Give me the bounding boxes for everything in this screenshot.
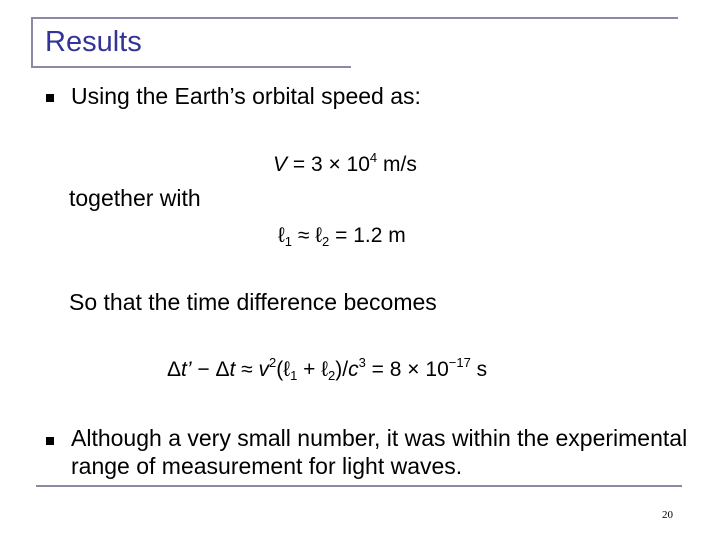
title-underline <box>31 66 351 68</box>
slide-title: Results <box>45 26 142 58</box>
equation-orbital-speed: $V = 3 \times 10^4$ m/s <box>273 150 417 176</box>
title-frame-top-line <box>31 17 678 19</box>
bullet-text-2: Although a very small number, it was within the experimental range of measurement for light waves. <box>71 425 688 479</box>
bullet-square-icon <box>46 94 54 102</box>
page-number: 20 <box>662 509 673 521</box>
bullet-text-1: Using the Earth’s orbital speed as: <box>71 83 421 109</box>
bullet-square-icon <box>46 437 54 445</box>
together-with-text: together with <box>69 185 201 211</box>
so-that-text: So that the time difference becomes <box>69 289 437 315</box>
equation-time-difference: Δt’ − $\Delta t \approx v^2(\ell_1$ + $\ell_2)/c^3 = 8 \times 10^{-17}$ s <box>167 355 488 383</box>
title-frame-left-line <box>31 17 33 67</box>
equation-arm-lengths: ℓ$_1$ ≈ ℓ$_2$ = 1.2 m <box>278 224 406 249</box>
footer-rule <box>36 485 682 487</box>
